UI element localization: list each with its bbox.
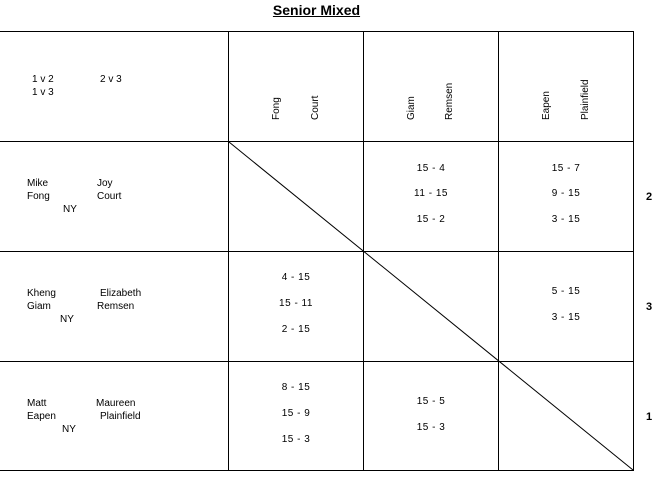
score-r3-c1-g2: 15 - 9: [281, 408, 311, 419]
legend-1v3: 1 v 3: [32, 87, 54, 98]
row-3-rank: 1: [646, 411, 653, 423]
score-r1-c3-g1: 15 - 7: [551, 163, 581, 174]
col-1-player-2: Court: [310, 95, 321, 120]
col-2-player-1: Giam: [406, 96, 417, 120]
row-2-rank: 3: [646, 301, 653, 313]
score-r2-c1-g1: 4 - 15: [281, 272, 311, 283]
score-r1-c2-g3: 15 - 2: [416, 214, 446, 225]
score-r3-c2-g2: 15 - 3: [416, 422, 446, 433]
row-3-last-2: Plainfield: [100, 411, 141, 422]
row-1-state: NY: [63, 204, 77, 215]
row-3-first-1: Matt: [27, 398, 47, 409]
row-1-rank: 2: [646, 191, 653, 203]
row-2-first-2: Elizabeth: [100, 288, 142, 299]
row-2-last-1: Giam: [27, 301, 51, 312]
col-2-player-2: Remsen: [444, 82, 455, 120]
score-r2-c1-g3: 2 - 15: [281, 324, 311, 335]
legend-2v3: 2 v 3: [100, 74, 122, 85]
score-r1-c2-g2: 11 - 15: [414, 188, 448, 199]
score-r3-c2-g1: 15 - 5: [416, 396, 446, 407]
page-title: Senior Mixed: [272, 2, 361, 18]
row-3-last-1: Eapen: [27, 411, 56, 422]
row-1-last-2: Court: [97, 191, 122, 202]
row-2-first-1: Kheng: [27, 288, 56, 299]
score-r2-c3-g1: 5 - 15: [551, 286, 581, 297]
score-r3-c1-g1: 8 - 15: [281, 382, 311, 393]
col-3-player-1: Eapen: [541, 91, 552, 120]
score-r3-c1-g3: 15 - 3: [281, 434, 311, 445]
row-2-last-2: Remsen: [97, 301, 135, 312]
score-r1-c2-g1: 15 - 4: [416, 163, 446, 174]
col-3-player-2: Plainfield: [580, 79, 591, 120]
score-r1-c3-g3: 3 - 15: [551, 214, 581, 225]
row-1-first-2: Joy: [97, 178, 113, 189]
row-3-state: NY: [62, 424, 76, 435]
score-r2-c3-g2: 3 - 15: [551, 312, 581, 323]
col-1-player-1: Fong: [271, 97, 282, 120]
row-1-first-1: Mike: [27, 178, 49, 189]
score-r2-c1-g2: 15 - 11: [279, 298, 313, 309]
row-2-state: NY: [60, 314, 74, 325]
score-r1-c3-g2: 9 - 15: [551, 188, 581, 199]
row-3-first-2: Maureen: [96, 398, 136, 409]
legend-1v2: 1 v 2: [32, 74, 54, 85]
row-1-last-1: Fong: [27, 191, 50, 202]
